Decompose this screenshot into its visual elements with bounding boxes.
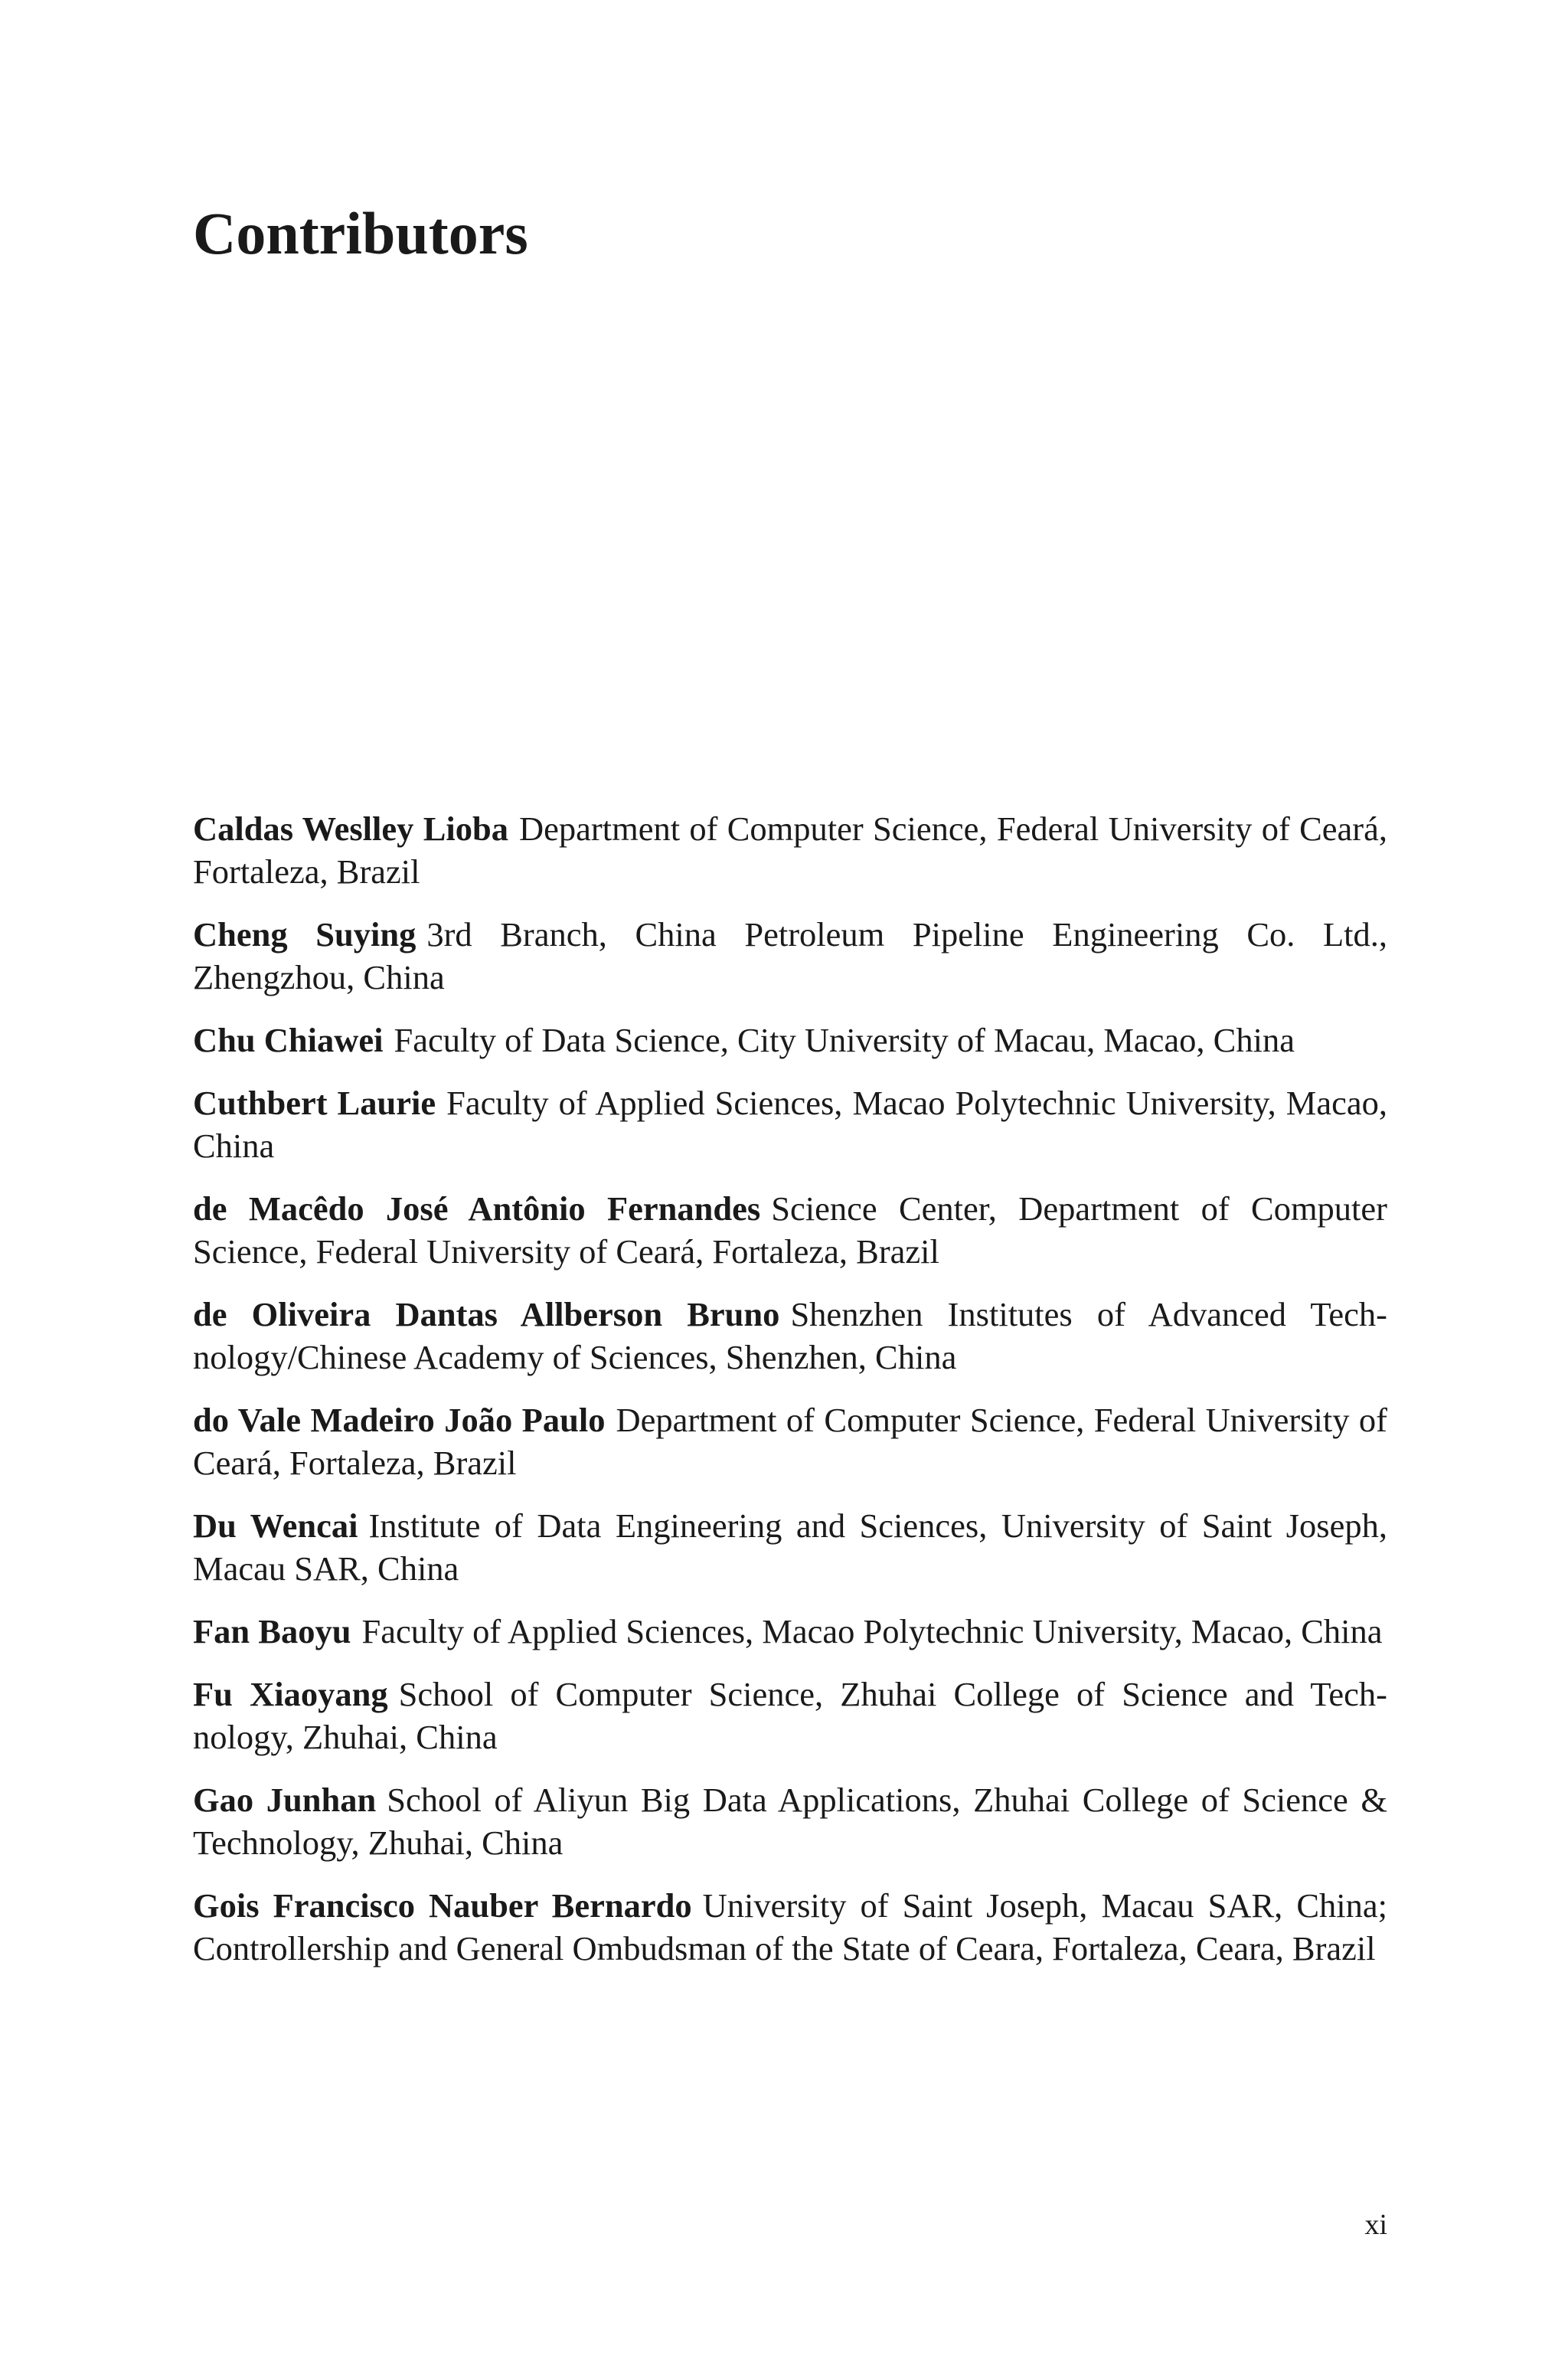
page-title: Contributors: [193, 200, 528, 267]
contributor-affiliation: School of Computer Science, Zhuhai College of Science and Technology, Zhuhai, China: [193, 1675, 1387, 1756]
contributor-affiliation: Shenzhen Institutes of Advanced Technology/Chinese Academy of Sciences, Shenzhen, China: [193, 1295, 1387, 1376]
contributor-entry: [193, 1398, 1387, 1484]
contributor-name: do Vale Madeiro João Paulo: [193, 1401, 606, 1439]
contributor-entry: [193, 807, 1387, 893]
contributor-affiliation: Institute of Data Engineering and Sciences, University of Saint Joseph, Macau SAR, China: [193, 1506, 1387, 1588]
contributor-affiliation: School of Aliyun Big Data Applications, Zhuhai College of Science & Technology, Zhuhai, China: [193, 1781, 1387, 1862]
contributor-entry: [193, 1610, 1387, 1653]
contributor-name: Fu Xiaoyang: [193, 1675, 388, 1713]
page-number: xi: [1364, 2209, 1387, 2241]
contributor-name: Chu Chiawei: [193, 1021, 384, 1059]
contributor-name: Du Wencai: [193, 1506, 358, 1545]
contributor-name: Gois Francisco Nauber Bernardo: [193, 1886, 692, 1925]
contributor-entry: [193, 1884, 1387, 1970]
contributor-entry: [193, 1673, 1387, 1758]
contributor-name: Cheng Suying: [193, 915, 416, 953]
contributor-entry: [193, 1778, 1387, 1864]
contributor-name: Cuthbert Laurie: [193, 1084, 436, 1122]
contributor-affiliation: Faculty of Applied Sciences, Macao Polytechnic University, Macao, China: [361, 1612, 1383, 1650]
contributor-affiliation: Faculty of Applied Sciences, Macao Polytechnic University, Macao, China: [193, 1084, 1387, 1165]
contributor-affiliation: Department of Computer Science, Federal University of Ceará, Fortaleza, Brazil: [193, 810, 1387, 891]
contributor-affiliation: University of Saint Joseph, Macau SAR, China; Controllership and General Ombudsman of the State of Ceara, Fortaleza, Ceara, Brazil: [193, 1886, 1387, 1967]
contributor-entry: [193, 913, 1387, 999]
contributor-name: Gao Junhan: [193, 1781, 377, 1819]
contributors-list: [193, 807, 1387, 1990]
contributor-entry: [193, 1504, 1387, 1590]
contributor-affiliation: Department of Computer Science, Federal University of Ceará, Fortaleza, Brazil: [193, 1401, 1387, 1482]
contributor-name: Fan Baoyu: [193, 1612, 351, 1650]
contributor-name: Caldas Weslley Lioba: [193, 810, 509, 848]
contributor-entry: [193, 1081, 1387, 1167]
contributor-name: de Oliveira Dantas Allberson Bruno: [193, 1295, 780, 1333]
contributor-entry: [193, 1019, 1387, 1061]
contributor-name: de Macêdo José Antônio Fernandes: [193, 1189, 761, 1228]
contributor-affiliation: Science Center, Department of Computer Science, Federal University of Ceará, Fortaleza, Brazil: [193, 1189, 1387, 1271]
contributor-entry: [193, 1293, 1387, 1379]
contributor-affiliation: 3rd Branch, China Petroleum Pipeline Engineering Co. Ltd., Zhengzhou, China: [193, 915, 1388, 996]
contributor-affiliation: Faculty of Data Science, City University of Macau, Macao, China: [394, 1021, 1295, 1059]
contributor-entry: [193, 1187, 1387, 1273]
